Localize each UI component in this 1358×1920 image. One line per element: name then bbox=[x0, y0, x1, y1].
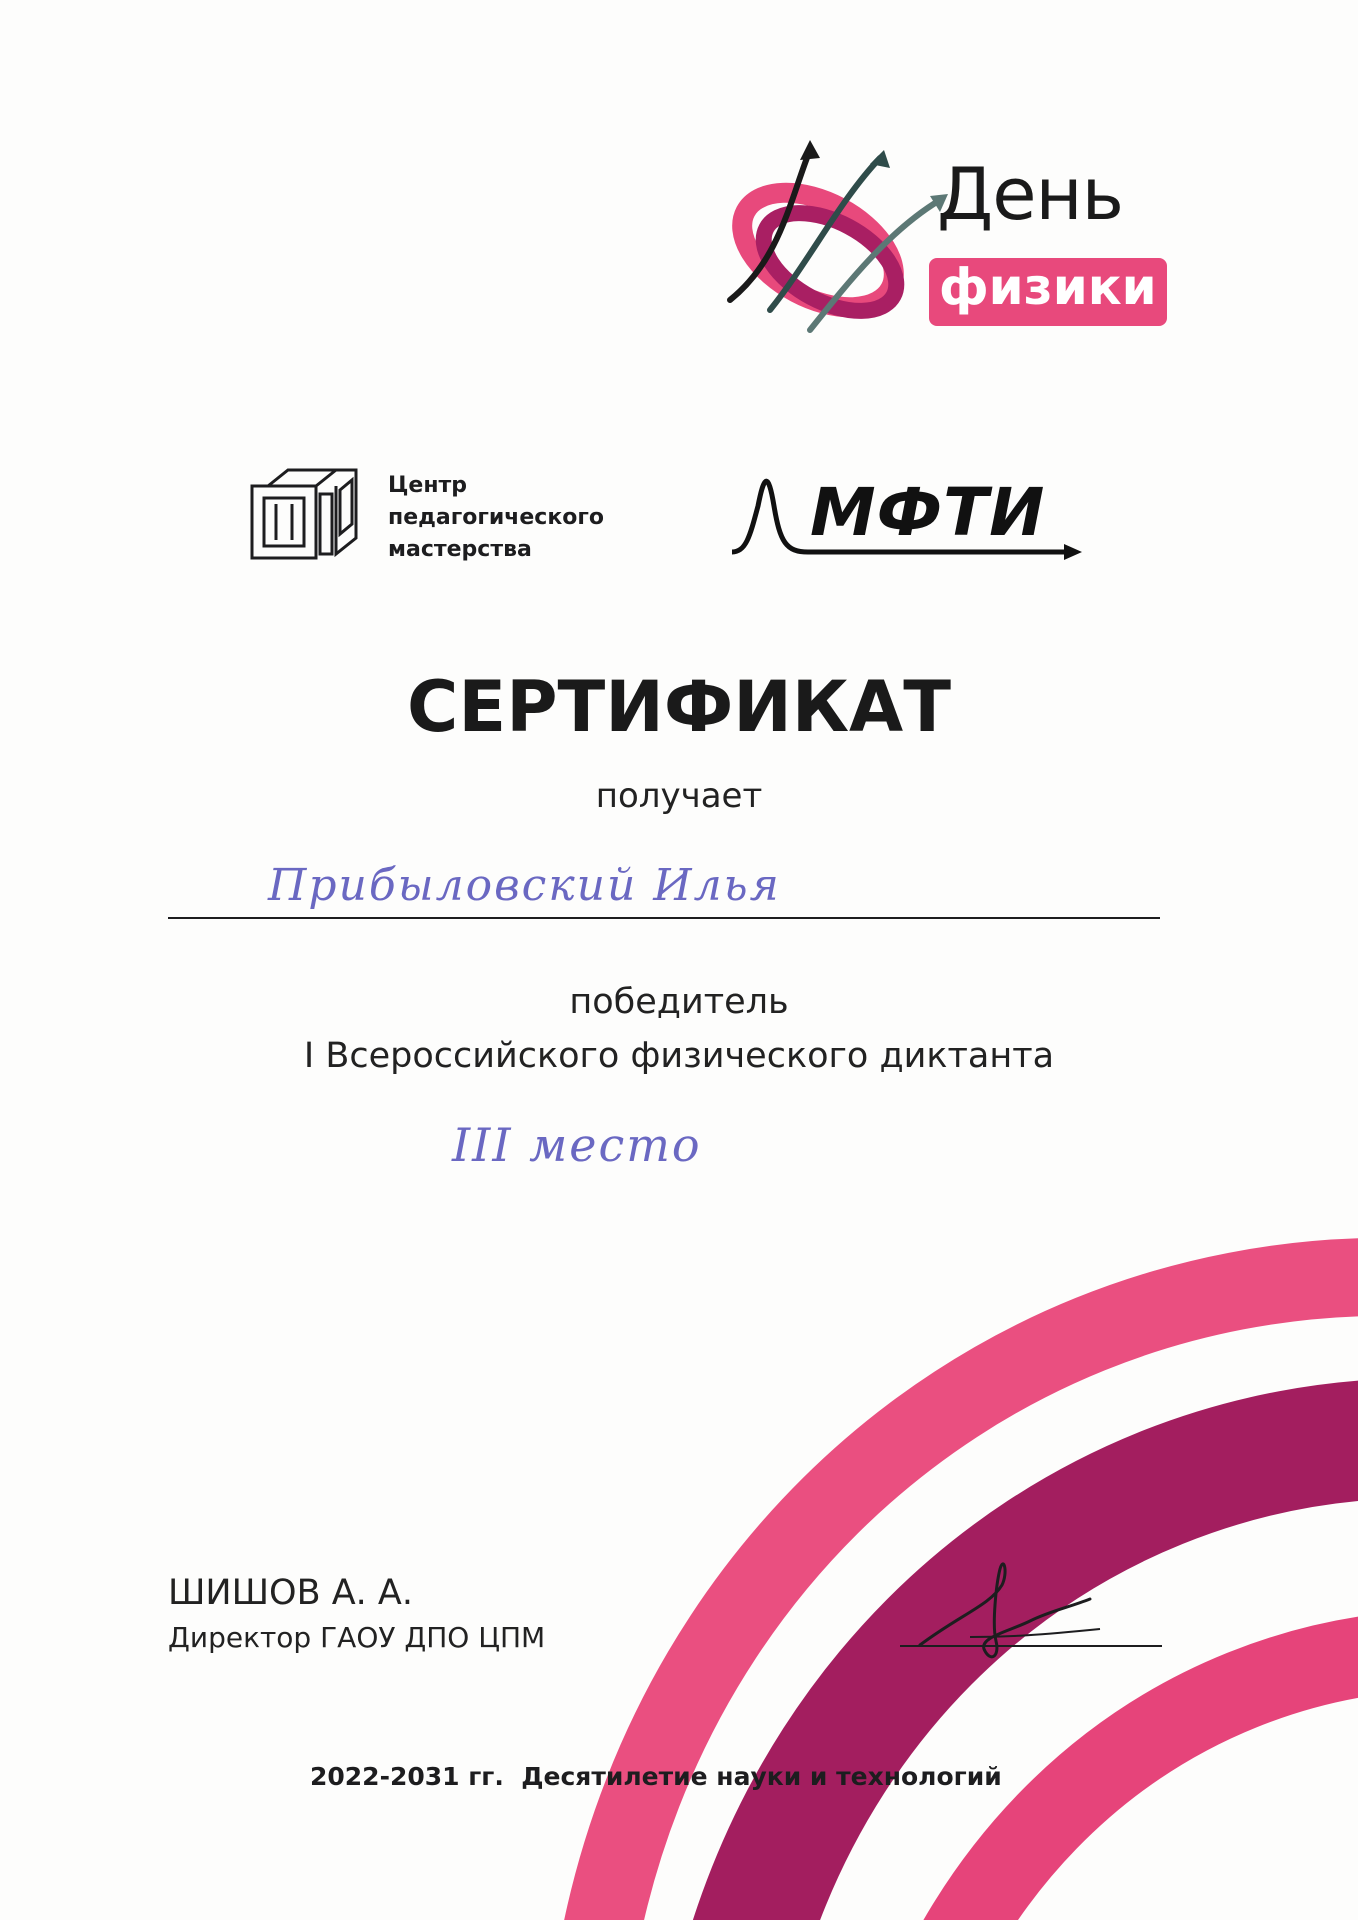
cpm-logo-icon bbox=[248, 464, 368, 564]
cpm-logo-line: Центр bbox=[388, 473, 468, 498]
status-label: победитель bbox=[569, 982, 789, 1022]
footer-decade-text: 2022-2031 гг. Десятилетие науки и технологий bbox=[310, 1762, 1002, 1791]
handwritten-signature bbox=[900, 1545, 1160, 1675]
cpm-logo-text bbox=[388, 470, 604, 566]
signature-line bbox=[900, 1645, 1162, 1647]
cpm-logo-line: педагогического bbox=[388, 505, 604, 530]
signer-name: ШИШОВ А. А. bbox=[168, 1573, 413, 1613]
event-logo-line1: День bbox=[937, 152, 1124, 236]
recipient-name-handwritten: Прибыловский Илья bbox=[268, 860, 781, 911]
recipient-name-line bbox=[168, 917, 1160, 919]
mipt-logo-text: МФТИ bbox=[810, 474, 1046, 551]
place-handwritten: III место bbox=[452, 1118, 702, 1172]
event-name: I Всероссийского физического диктанта bbox=[303, 1036, 1055, 1076]
receives-label: получает bbox=[595, 776, 763, 816]
certificate-title: СЕРТИФИКАТ bbox=[407, 666, 951, 748]
event-logo-line2: физики bbox=[939, 258, 1157, 316]
cpm-logo-line: мастерства bbox=[388, 537, 532, 562]
signer-role: Директор ГАОУ ДПО ЦПМ bbox=[168, 1621, 546, 1654]
